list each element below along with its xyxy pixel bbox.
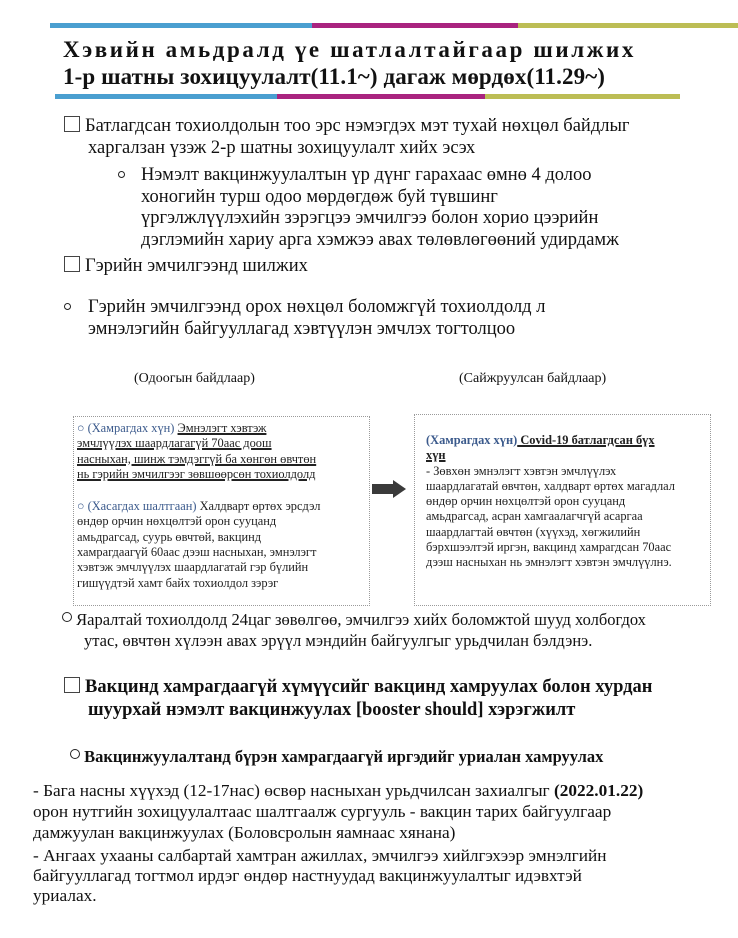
stripe-olive [518,23,738,28]
bullet-ring-icon [70,749,80,759]
bullet-line: эмнэлэгийн байгууллагад хэвтүүлэн эмчлэх тогтолцоо [88,318,516,339]
eligible-text: Эмнэлэгт хэвтэж [177,421,267,435]
eligible-label: (Хамрагдах хүн) [87,421,175,435]
improved-text: өндөр орчин нөхцөлтэй орон сууцанд [426,494,626,509]
improved-state-box [414,414,711,606]
eligible-text: нь гэрийн эмчилгээг зөвшөөрсөн тохиолдолд [77,466,316,481]
stripe-magenta [277,94,485,99]
bullet-ring-icon: ○ [77,499,88,514]
bullet-line: хоногийн турш одоо мөрдөгдөж буй түвшинг [141,186,498,207]
sub-heading-text: Вакцинжуулалтанд бүрэн хамрагдаагүй иргэдийг уриалан хамруулах [84,747,604,766]
emergency-item [62,609,646,651]
paragraph-text: - Бага насны хүүхэд (12-17нас) өсвөр насныхан урьдчилсан захиалгыг [33,781,554,800]
section-second-stage [64,116,630,159]
bullet-ring-icon: ○ [77,421,88,435]
improved-text: амьдрагсад, асран хамгаалагчгүй асаргаа [426,509,643,524]
paragraph-youth [33,780,643,843]
page-title [63,36,636,90]
improved-text: дээш насныхан нь эмнэлэгт хэвтэн эмчлүүлнэ. [426,555,672,570]
caption-current: (Одоогын байдлаар) [134,371,255,386]
paragraph-elderly [33,846,607,906]
bullet-dot-icon [118,171,125,178]
section-vaccination [64,676,652,721]
bullet-line: дэглэмийн хариу арга хэмжээ авах төлөвлөгөөний удирдамж [141,229,619,250]
stripe-olive [485,94,680,99]
exclusion-text: Халдварт өртөх эрсдэл [199,499,321,514]
paragraph-text: - Ангаах ухааны салбартай хамтран ажиллах, эмчилгээ хийлгэхээр эмнэлгийн [33,846,607,865]
improved-text: шаардлагатай өвчтөн, халдварт өртөх магадлал [426,478,675,493]
emergency-text: утас, өвчтөн хүлээн авах эрүүл мэндийн байгуулгыг урьдчилан бэлдэнэ. [84,631,593,650]
bullet-line: үргэлжлүүлэхийн зэрэгцээ эмчилгээ болон хорио цээрийн [141,208,599,228]
checkbox-square-icon [64,677,80,693]
paragraph-text: байгууллагад тогтмол ирдэг өндөр настнуудад вакцинжуулалтыг идэвхтэй [33,866,582,885]
title-line-2: 1-р шатны зохицуулалт(11.1~) дагаж мөрдөх(11.29~) [63,64,606,89]
section-text: харгалзан үзэж 2-р шатны зохицуулалт хийх эсэх [88,137,476,158]
section-home-treatment [64,256,308,278]
eligible-text: эмчлүүлэх шаардлагагүй 70аас доош [77,436,272,451]
bullet-item [118,165,619,251]
exclusion-text: амьдрагсад, суурь өвчтөй, вакцинд [77,529,262,544]
arrow-right-icon [372,480,406,498]
exclusion-text: гишүүдтэй хамт байх тохиолдол зэрэг [77,575,279,590]
eligible-label: (Хамрагдах хүн) [426,433,518,447]
exclusion-label: (Хасагдах шалтгаан) [87,499,197,514]
bullet-line: Гэрийн эмчилгээнд орох нөхцөл боломжгүй тохиолдолд л [88,297,546,317]
improved-text: - Зөвхөн эмнэлэгт хэвтэн эмчлүүлэх [426,463,617,478]
date-text: (2022.01.22) [553,781,644,800]
section-text: Батлагдсан тохиолдолын тоо эрс нэмэгдэх мэт тухай нөхцөл байдлыг [85,116,630,136]
bullet-ring-icon [62,612,72,622]
improved-text: бэрхшээлтэй иргэн, вакцинд хамрагдсан 70аас [426,540,672,555]
stripe-magenta [312,23,518,28]
exclusion-text: хамрагдаагүй 60аас дээш насныхан, эмнэлэгт [77,545,317,560]
exclusion-text: хэвтэж эмчлүүлэх шаардлагатай гэр бүлийн [77,560,309,575]
improved-text: шаардлагтай өвчтөн (хүүхэд, хөгжилийн [426,524,641,539]
caption-improved: (Сайжруулсан байдлаар) [459,371,607,386]
section-label: Гэрийн эмчилгээнд шилжих [85,256,308,276]
eligible-heading: Covid-19 батлагдсан бүх [517,433,655,447]
exclusion-text: өндөр орчин нөхцөлтэй орон сууцанд [77,514,277,529]
bullet-line: Нэмэлт вакцинжуулалтын үр дүнг гарахаас өмнө 4 долоо [141,165,592,185]
section-text: Вакцинд хамрагдаагүй хүмүүсийг вакцинд хамруулах болон хурдан [85,677,653,697]
section-text: шуурхай нэмэлт вакцинжуулах [booster should] хэрэгжилт [88,699,576,720]
checkbox-square-icon [64,116,80,132]
stripe-blue [55,94,277,99]
header-top-stripe [50,23,738,28]
paragraph-text: орон нутгийн зохицуулалтаас шалтгаалж сургууль - вакцин тарих байгуулгаар [33,802,612,821]
paragraph-text: уриалах. [33,886,97,905]
eligible-text: насныхан, шинж тэмдэггүй ба хөнгөн өвчтөн [77,451,317,466]
current-state-box [73,416,370,606]
eligible-heading: хүн [426,448,446,463]
title-line-1: Хэвийн амьдралд үе шатлалтайгаар шилжих [63,37,636,62]
sub-heading-vaccination [70,747,603,767]
checkbox-square-icon [64,256,80,272]
header-bottom-stripe [55,94,680,99]
emergency-text: Яаралтай тохиолдолд 24цаг зөвөлгөө, эмчилгээ хийх боломжтой шууд холбогдох [76,610,646,629]
bullet-item [64,297,545,340]
bullet-dot-icon [64,303,71,310]
stripe-blue [50,23,312,28]
paragraph-text: дамжуулан вакцинжуулах (Боловсролын яамнаас хянана) [33,823,456,842]
